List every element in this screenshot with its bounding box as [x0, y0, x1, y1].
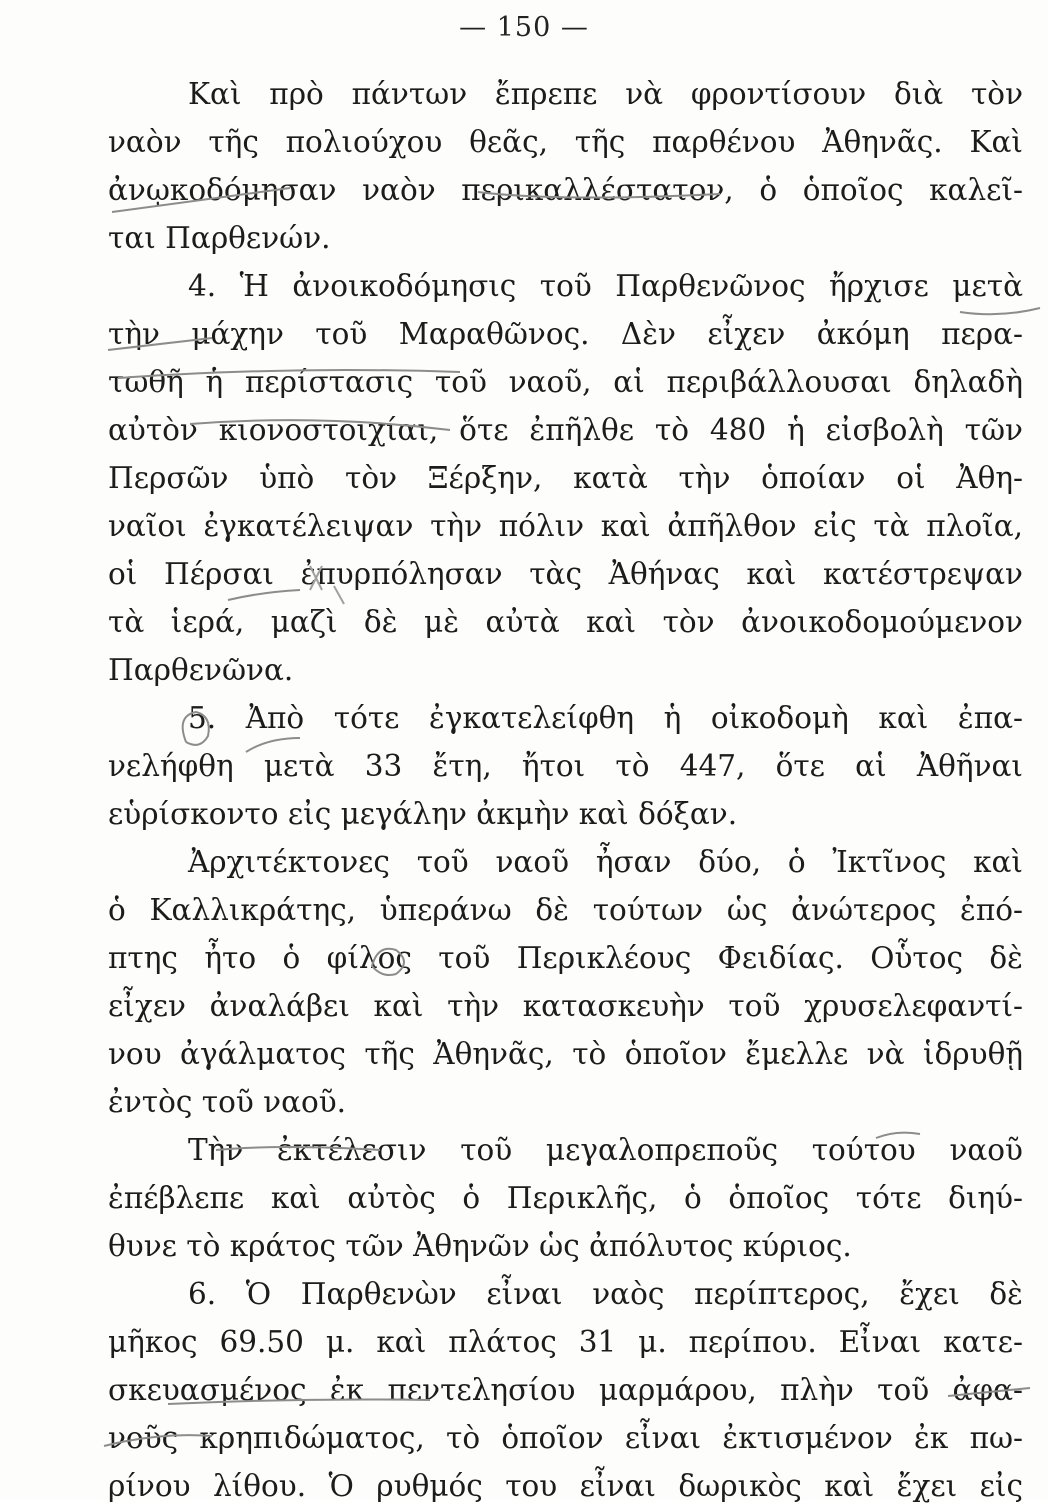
text-line: Περσῶν ὑπὸ τὸν Ξέρξην, κατὰ τὴν ὁποίαν οἱ Ἀθη-: [108, 461, 1023, 495]
text-line: ναῖοι ἐγκατέλειψαν τὴν πόλιν καὶ ἀπῆλθον εἰς τὰ πλοῖα,: [108, 509, 1023, 543]
text-line: αὐτὸν κιονοστοιχίαι, ὅτε ἐπῆλθε τὸ 480 ἡ εἰσβολὴ τῶν: [108, 413, 1023, 447]
text-line: τωθῆ ἡ περίστασις τοῦ ναοῦ, αἱ περιβάλλουσαι δηλαδὴ: [108, 365, 1023, 399]
text-line: οἱ Πέρσαι ἐπυρπόλησαν τὰς Ἀθήνας καὶ κατέστρεψαν: [108, 557, 1023, 591]
text-line: ἐπέβλεπε καὶ αὐτὸς ὁ Περικλῆς, ὁ ὁποῖος τότε διηύ-: [108, 1181, 1023, 1215]
text-line: τὰ ἱερά, μαζὶ δὲ μὲ αὐτὰ καὶ τὸν ἀνοικοδομούμενον: [108, 605, 1023, 639]
text-line: σκευασμένος ἐκ πεντελησίου μαρμάρου, πλὴν τοῦ ἀφα-: [108, 1373, 1023, 1407]
text-line: εὑρίσκοντο εἰς μεγάλην ἀκμὴν καὶ δόξαν.: [108, 797, 738, 831]
page-number: — 150 —: [459, 12, 589, 43]
text-line: θυνε τὸ κράτος τῶν Ἀθηνῶν ὡς ἀπόλυτος κύριος.: [108, 1229, 852, 1263]
text-line: ἀνῳκοδόμησαν ναὸν περικαλλέστατον, ὁ ὁποῖος καλεῖ-: [108, 173, 1023, 207]
text-line: Καὶ πρὸ πάντων ἔπρεπε νὰ φροντίσουν διὰ τὸν: [188, 77, 1023, 111]
text-line: ἐντὸς τοῦ ναοῦ.: [108, 1085, 347, 1119]
text-line: ναὸν τῆς πολιούχου θεᾶς, τῆς παρθένου Ἀθηνᾶς. Καὶ: [108, 125, 1023, 159]
text-line: ὁ Καλλικράτης, ὑπεράνω δὲ τούτων ὡς ἀνώτερος ἐπό-: [108, 893, 1023, 927]
text-line: Τὴν ἐκτέλεσιν τοῦ μεγαλοπρεποῦς τούτου ναοῦ: [188, 1133, 1023, 1167]
text-line: νου ἀγάλματος τῆς Ἀθηνᾶς, τὸ ὁποῖον ἔμελλε νὰ ἱδρυθῇ: [108, 1037, 1023, 1071]
text-line: 4. Ἡ ἀνοικοδόμησις τοῦ Παρθενῶνος ἤρχισε μετὰ: [188, 269, 1023, 303]
text-line: Ἀρχιτέκτονες τοῦ ναοῦ ἦσαν δύο, ὁ Ἰκτῖνος καὶ: [188, 845, 1023, 879]
text-line: μῆκος 69.50 μ. καὶ πλάτος 31 μ. περίπου. Εἶναι κατε-: [108, 1325, 1023, 1359]
text-line: νελήφθη μετὰ 33 ἔτη, ἤτοι τὸ 447, ὅτε αἱ Ἀθῆναι: [108, 749, 1023, 783]
text-line: Παρθενῶνα.: [108, 653, 294, 687]
text-line: 5. Ἀπὸ τότε ἐγκατελείφθη ἡ οἰκοδομὴ καὶ ἐπα-: [188, 701, 1023, 735]
text-line: τὴν μάχην τοῦ Μαραθῶνος. Δὲν εἶχεν ἀκόμη περα-: [108, 317, 1023, 351]
text-line: ται Παρθενών.: [108, 221, 331, 255]
text-line: εἶχεν ἀναλάβει καὶ τὴν κατασκευὴν τοῦ χρυσελεφαντί-: [108, 989, 1023, 1023]
text-line: πτης ἦτο ὁ φίλος τοῦ Περικλέους Φειδίας. Οὗτος δὲ: [108, 941, 1023, 975]
text-line: 6. Ὁ Παρθενὼν εἶναι ναὸς περίπτερος, ἔχει δὲ: [188, 1277, 1023, 1311]
text-line: ρίνου λίθου. Ὁ ρυθμός του εἶναι δωρικὸς καὶ ἔχει εἰς: [108, 1469, 1023, 1503]
text-line: νοῦς κρηπιδώματος, τὸ ὁποῖον εἶναι ἐκτισμένον ἐκ πω-: [108, 1421, 1023, 1455]
